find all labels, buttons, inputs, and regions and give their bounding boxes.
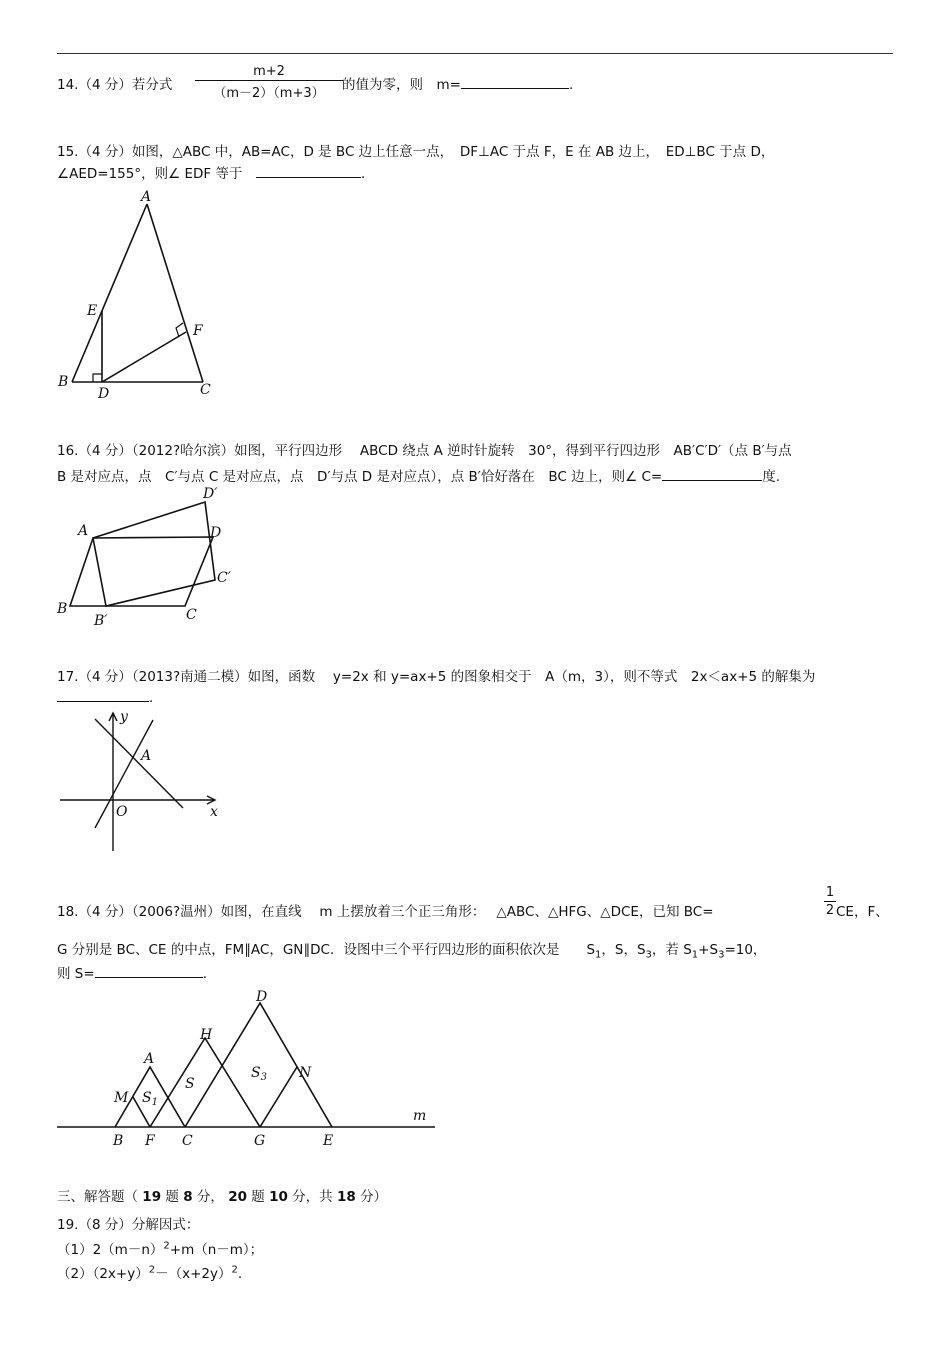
q14-fraction — [195, 64, 343, 101]
q18-label-D: D — [256, 989, 268, 1005]
q18-end-text: =10， — [724, 942, 767, 958]
q18-label-H: H — [200, 1027, 213, 1043]
q18-fraction-numerator: 1 — [825, 885, 835, 900]
q17-label-y: y — [120, 709, 128, 725]
q18-label-G: G — [254, 1133, 266, 1149]
q16-label-D: D — [210, 525, 222, 541]
q18-line2 — [57, 938, 766, 961]
q19-item2-a: （2）（2x+y） — [57, 1266, 149, 1282]
q14-fraction-denominator: （m－2）（m+3） — [213, 86, 325, 101]
q15-triangle-figure — [50, 190, 230, 405]
s3-pre: 三、解答题（ — [57, 1189, 138, 1205]
q18-fraction-denominator: 2 — [825, 903, 835, 918]
q17-line1: 17.（4 分）（2013?南通二模）如图，函数 y=2x 和 y=ax+5 的图象相交于 A（m，3），则不等式 2x＜ax+5 的解集为 — [57, 669, 816, 685]
q15-line2-text: ∠AED=155°，则∠ EDF 等于 — [57, 166, 243, 182]
q16-line2 — [57, 465, 780, 485]
q18-tail: +S — [698, 942, 719, 958]
q18-line3 — [57, 962, 207, 982]
q17-answer-blank[interactable] — [57, 689, 149, 702]
q16-label-B: B — [57, 601, 68, 617]
q19-item2-end: . — [237, 1266, 243, 1282]
q16-answer-blank[interactable] — [662, 468, 762, 481]
q14-prefix: 14.（4 分）若分式 — [57, 77, 173, 93]
q18-label-S1: $S_1$ — [142, 1090, 158, 1108]
s3-n20: 20 — [228, 1189, 247, 1205]
q18-label-m: m — [413, 1108, 427, 1124]
q19-item-1 — [57, 1238, 263, 1258]
s3-p3: 18 — [336, 1189, 356, 1205]
q15-answer-blank[interactable] — [256, 165, 361, 178]
q17-label-A: A — [141, 748, 152, 764]
q17-label-x: x — [210, 804, 218, 820]
q16-label-Bprime: B′ — [94, 613, 108, 629]
q17-label-O: O — [116, 804, 128, 820]
q18-answer-blank[interactable] — [95, 965, 203, 978]
q19-item2-b: －（x+2y） — [155, 1266, 232, 1282]
s3-n19: 19 — [142, 1189, 162, 1205]
q18-label-S3: $S_3$ — [251, 1065, 267, 1083]
q15-line1: 15.（4 分）如图，△ABC 中，AB=AC，D 是 BC 边上任意一点， DF⊥AC 于点 F，E 在 AB 边上， ED⊥BC 于点 D， — [57, 144, 775, 160]
s3-t4: 分，共 — [292, 1189, 333, 1205]
q18-end: . — [202, 966, 207, 982]
q18-sub3: 3 — [645, 949, 652, 961]
q15-label-F: F — [193, 323, 203, 339]
q18-label-E: E — [323, 1133, 334, 1149]
q18-label-A: A — [144, 1051, 155, 1067]
q18-line1-b: CE，F、 — [836, 904, 889, 920]
s3-t2: 分， — [196, 1189, 224, 1205]
q18-label-S: S — [185, 1076, 195, 1092]
q18-line1-a: 18.（4 分）（2006?温州）如图，在直线 m 上摆放着三个正三角形： △ABC、△HFG、△DCE，已知 BC= — [57, 904, 714, 920]
q16-parallelogram-figure — [50, 485, 250, 630]
q18-sub3b: 3 — [718, 949, 725, 961]
q18-if: ，若 S — [651, 942, 692, 958]
q18-sub1: 1 — [595, 949, 602, 961]
q18-label-F: F — [145, 1133, 155, 1149]
s3-p1: 8 — [183, 1189, 193, 1205]
q14-tail — [342, 73, 573, 93]
q17-end: . — [149, 690, 154, 706]
q16-label-Cprime: C′ — [217, 570, 231, 586]
q18-sub1b: 1 — [691, 949, 699, 961]
q16-end: 度. — [762, 469, 781, 485]
top-divider — [57, 53, 893, 54]
q19-item-2 — [57, 1262, 242, 1282]
q19-item1-b: +m（n－m）； — [169, 1242, 264, 1258]
q19-item2-sup: 2 — [148, 1264, 156, 1276]
q16-label-C: C — [186, 607, 197, 623]
q15-end: ． — [360, 166, 375, 182]
q18-mid: ，S，S — [601, 942, 646, 958]
q19-item1-a: （1）2（m－n） — [57, 1242, 164, 1258]
q17-function-graph — [55, 705, 235, 855]
q19-item2-sup2: 2 — [231, 1264, 238, 1276]
q19-title: 19.（8 分）分解因式： — [57, 1217, 200, 1233]
q19-item1-sup: 2 — [163, 1240, 170, 1252]
q18-line3-text: 则 S= — [57, 966, 95, 982]
q18-label-B: B — [113, 1133, 124, 1149]
question-14 — [57, 73, 172, 93]
q18-label-C: C — [182, 1133, 193, 1149]
section-3-heading — [57, 1185, 387, 1205]
q14-suffix: 的值为零，则 m= — [342, 77, 461, 93]
s3-t1: 题 — [165, 1189, 179, 1205]
q16-line2-text: B 是对应点，点 C′与点 C 是对应点，点 D′与点 D 是对应点），点 B′恰好落在 BC 边上，则∠ C= — [57, 469, 663, 485]
q14-answer-blank[interactable] — [461, 76, 569, 89]
q15-label-E: E — [87, 303, 98, 319]
q16-label-A: A — [78, 523, 89, 539]
s3-p2: 10 — [269, 1189, 288, 1205]
q18-line2-text: G 分别是 BC、CE 的中点，FM∥AC，GN∥DC．设图中三个平行四边形的面积依次是 S — [57, 942, 596, 958]
q15-label-C: C — [200, 382, 211, 398]
q18-label-N: N — [299, 1065, 312, 1081]
s3-t3: 题 — [251, 1189, 265, 1205]
q18-label-M: M — [114, 1090, 129, 1106]
q14-fraction-numerator: m+2 — [253, 64, 285, 79]
q15-label-D: D — [98, 386, 110, 402]
q18-line1 — [57, 900, 714, 920]
q18-fraction — [824, 885, 836, 918]
s3-t5: 分） — [360, 1189, 388, 1205]
q14-end: . — [568, 77, 574, 93]
q16-label-Dprime: D′ — [203, 486, 218, 502]
q18-triangles-figure — [55, 985, 440, 1150]
q17-line2 — [57, 689, 153, 706]
q15-label-A: A — [141, 189, 152, 205]
q16-line1: 16.（4 分）（2012?哈尔滨）如图，平行四边形 ABCD 绕点 A 逆时针旋转 30°，得到平行四边形 AB′C′D′（点 B′与点 — [57, 443, 792, 459]
q15-line2 — [57, 162, 374, 182]
q15-label-B: B — [58, 374, 69, 390]
